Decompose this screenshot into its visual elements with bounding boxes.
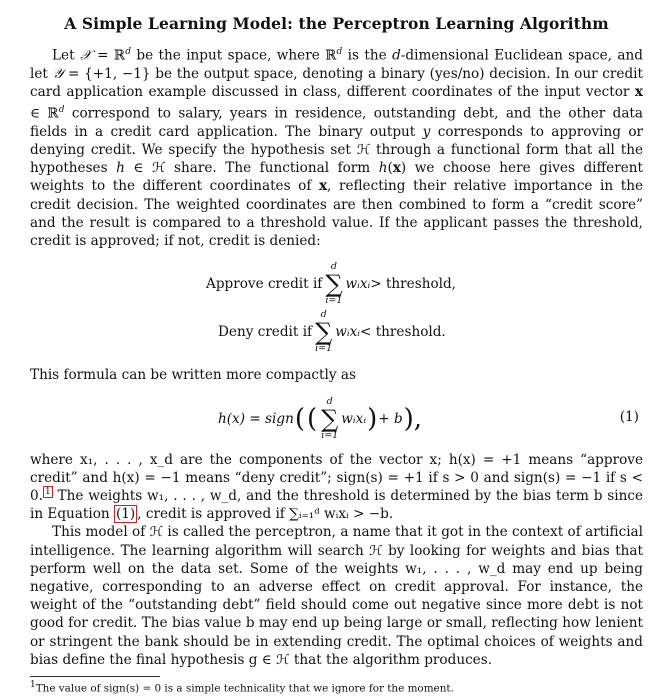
approve-equation: Approve credit if d ∑ i=1 wᵢxᵢ > threshold, — [206, 261, 457, 307]
footnote-link[interactable]: 1 — [44, 487, 51, 498]
footnote-divider — [30, 676, 160, 677]
summation-symbol: d ∑ i=1 — [321, 395, 339, 441]
equation-number: (1) — [619, 408, 639, 425]
deny-equation: Deny credit if d ∑ i=1 wᵢxᵢ < threshold. — [218, 309, 446, 355]
paragraph-where: where x₁, . . . , x_d are the components of the vector x; h(x) = +1 means “approve credit” and h(x) = −1 means “deny credit”; sign(s) = +1 if s > 0 and sign(s) = −1 if s < 0. $^1$ The weights w₁, . . . , w_d, and the threshold is determined by the bias term b since in Equation (1) , credit is approved if ∑ᵢ₌₁ᵈ wᵢxᵢ > −b. — [30, 451, 643, 523]
equation-1: h(x) = sign ( ( d ∑ i=1 wᵢxᵢ ) + b ), (1) — [218, 395, 639, 441]
equation-ref-link[interactable]: (1) — [115, 506, 136, 523]
compact-intro: This formula can be written more compactly as — [30, 367, 356, 384]
summation-symbol: d ∑ i=1 — [315, 309, 333, 355]
paragraph-perceptron: This model of ℋ is called the perceptron, a name that it got in the context of artificial intelligence. The learning algorithm will search ℋ by looking for weights and bias that perform well on the data set. Some of the weights w₁, . . . , w_d may end up being negative, corresponding to an adverse effect on credit approval. For instance, the weight of the “outstanding debt” field should come out negative since more debt is not good for credit. The bias value b may end up being large or small, reflecting how lenient or stringent the bank should be in extending credit. The optimal choices of weights and bias define the final hypothesis g ∈ ℋ that the algorithm produces. — [30, 524, 643, 668]
page-title: A Simple Learning Model: the Perceptron Learning Algorithm — [64, 14, 609, 33]
paragraph-intro: Let 𝒳 = ℝ$^d$ be the input space, where ℝ$^d$ is the d-dimensional Euclidean space, and let 𝒴 = {+1, −1} be the output space, denoting a binary (yes/no) decision. In our credit card application example discussed in class, different coordinates of the input vector x ∈ ℝ$^d$ correspond to salary, years in residence, outstanding debt, and the other data fields in a credit card application. The binary output y corresponds to approving or denying credit. We specify the hypothesis set ℋ through a functional form that all the hypotheses h ∈ ℋ share. The functional form h(x) we choose here gives different weights to the different coordinates of x, reflecting their relative importance in the credit decision. The weighted coordinates are then combined to form a “credit score” and the result is compared to a threshold value. If the applicant passes the threshold, credit is approved; if not, credit is denied: — [30, 47, 644, 250]
footnote: $^1$The value of sign(s) = 0 is a simple technicality that we ignore for the moment. — [30, 680, 454, 695]
decision-equations — [30, 260, 643, 358]
summation-symbol: d ∑ i=1 — [325, 261, 343, 307]
